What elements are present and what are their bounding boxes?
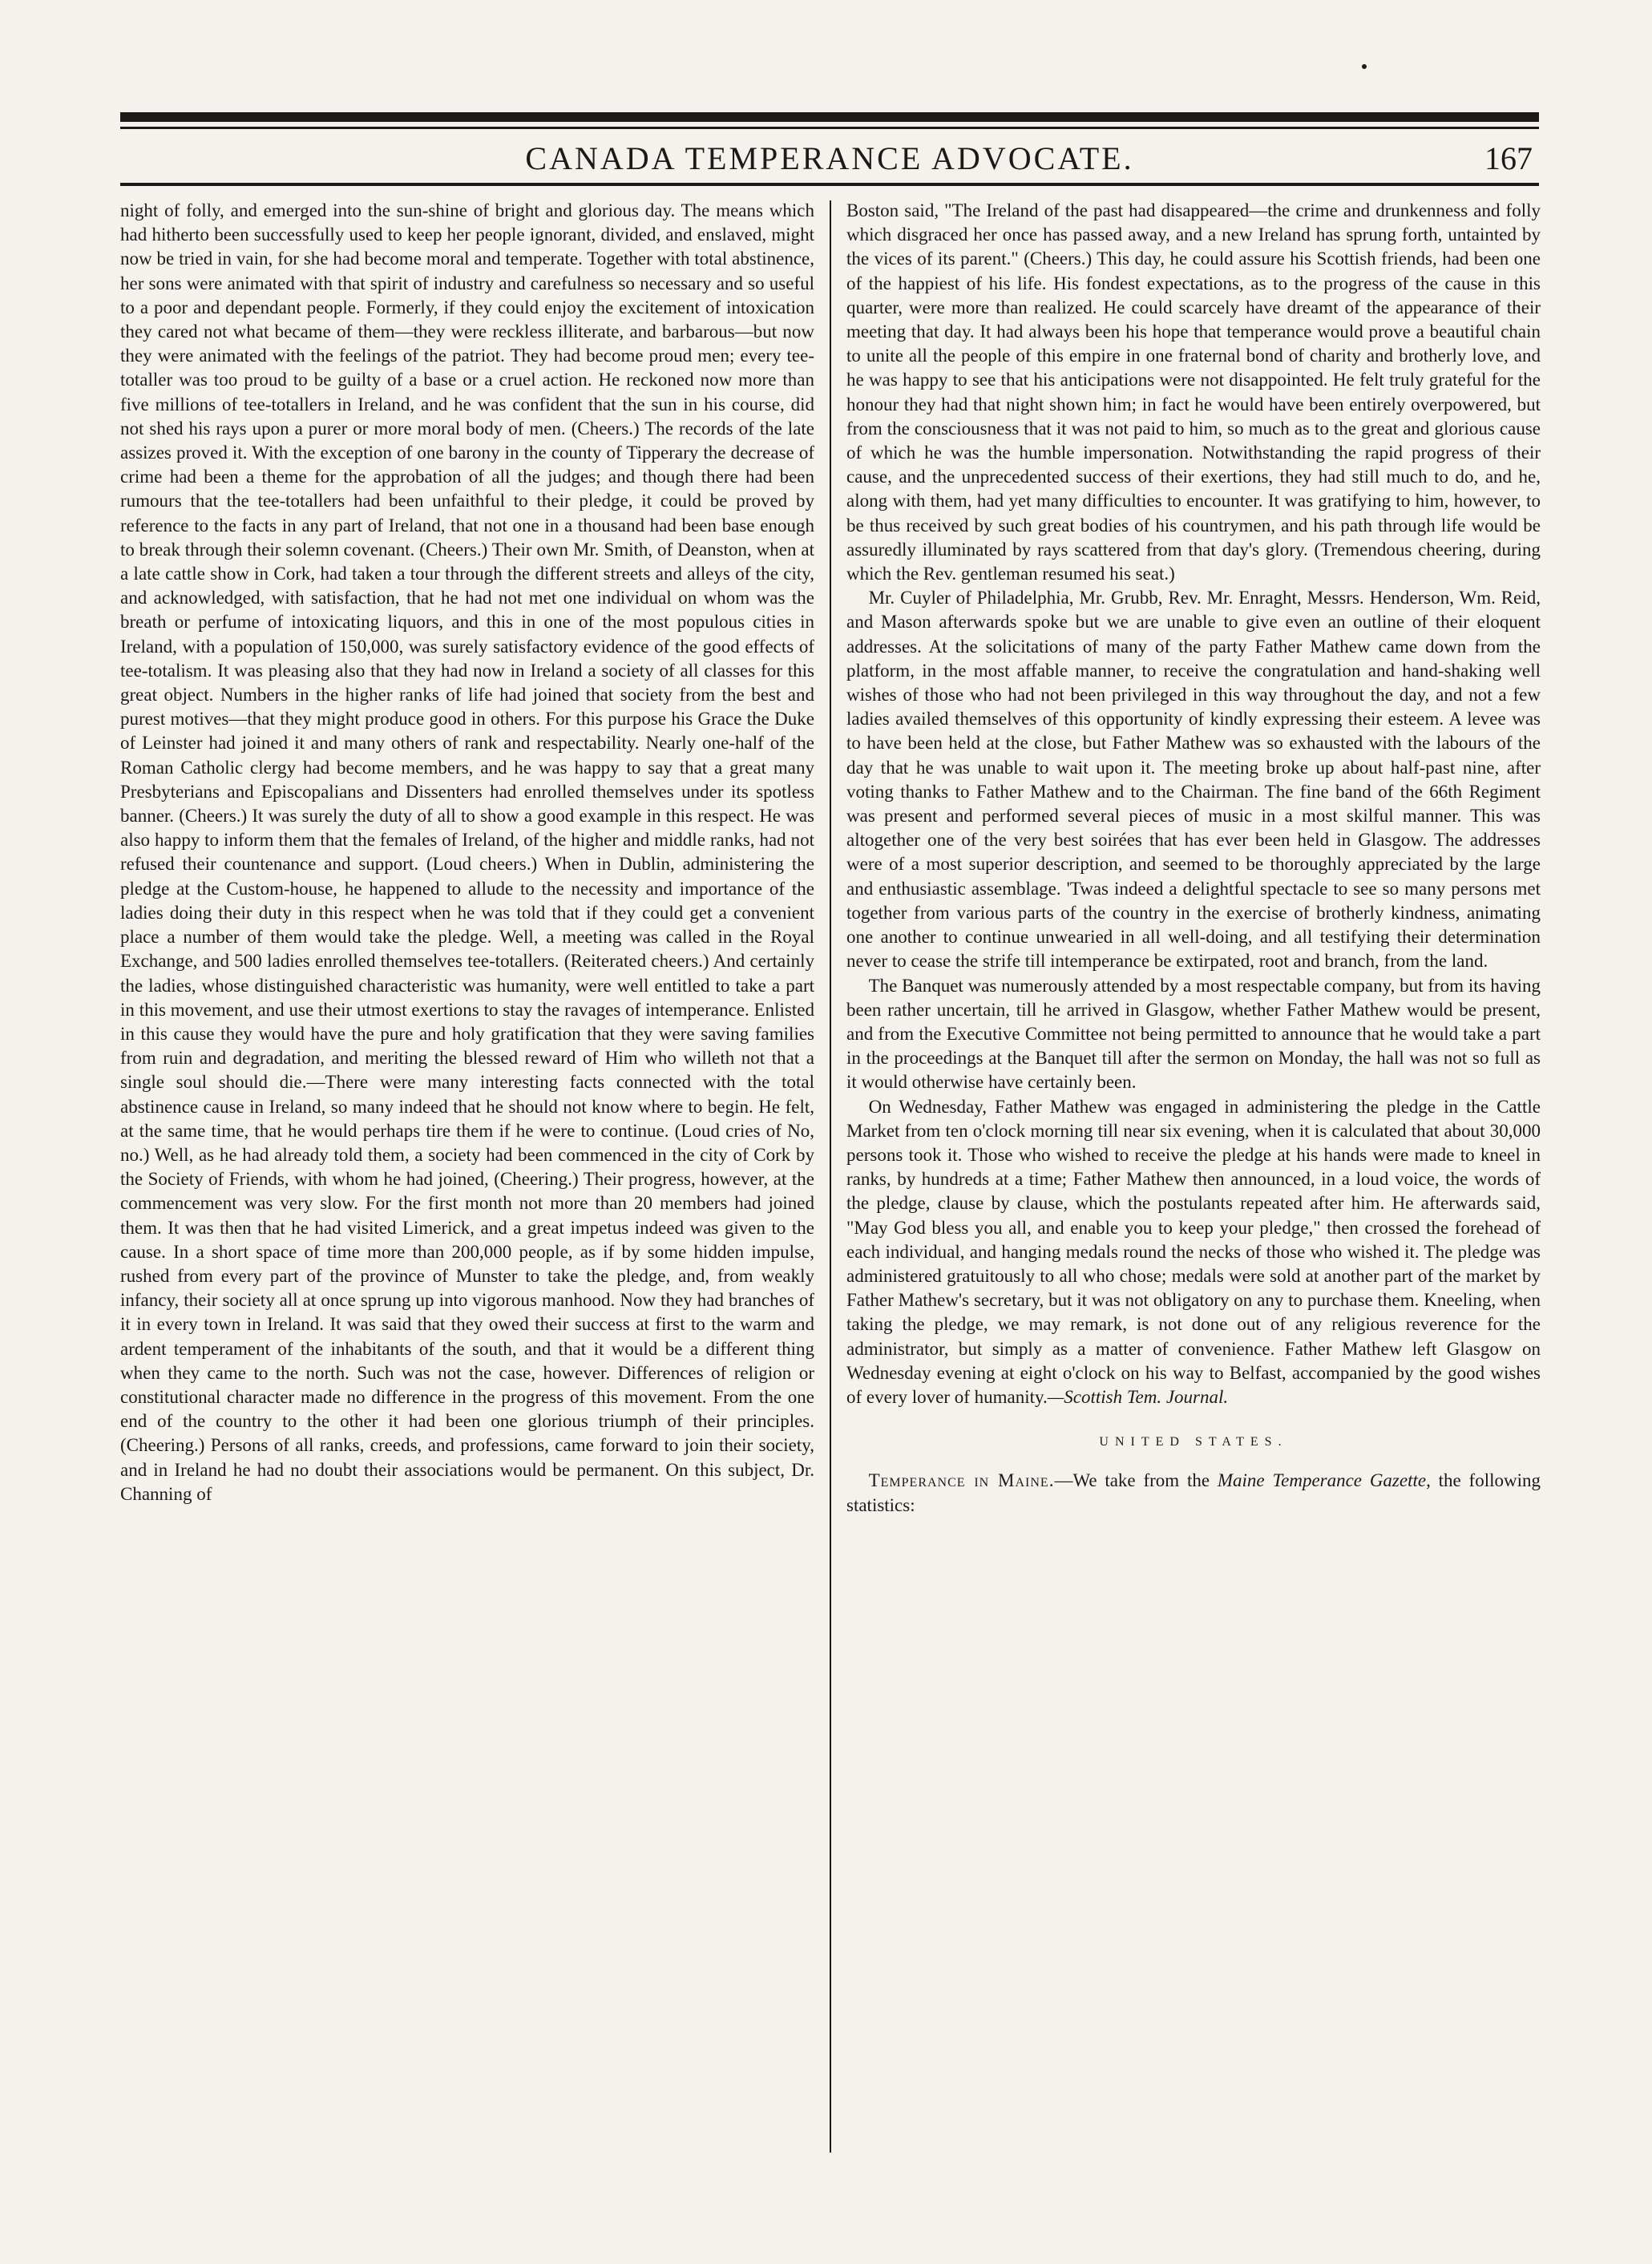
- column-divider: [830, 200, 831, 2153]
- section-heading: UNITED STATES.: [1099, 1435, 1288, 1449]
- page-title: CANADA TEMPERANCE ADVOCATE.: [525, 140, 1134, 176]
- right-paragraph-3: The Banquet was numerously attended by a most respectable company, but from its having been rather uncertain, till he arrived in Glasgow, whether Father Mathew would be present, and from the Executive Committee not being permitted to announce that he would take a part in the proceedings at the Banquet till after the sermon on Monday, the hall was not so full as it would otherwise have certainly been.: [846, 975, 1541, 1093]
- final-text: —We take from the: [1054, 1470, 1210, 1491]
- header-rule-thick: [120, 112, 1539, 122]
- left-column: [120, 199, 814, 2179]
- right-column: [846, 199, 1541, 2179]
- right-paragraph-2: Mr. Cuyler of Philadelphia, Mr. Grubb, Rev. Mr. Enraght, Messrs. Henderson, Wm. Reid, and Mason afterwards spoke but we are unable to give even an outline of their eloquent addresses. At the solicitations of many of the party Father Mathew came down from the platform, in the most affable manner, to receive the congratulation and hand-shaking well wishes of those who had not been privileged in this way throughout the day, and not a few ladies availed themselves of this opportunity of kindly expressing their esteem. A levee was to have been held at the close, but Father Mathew was so exhausted with the labours of the day that he was unable to wait upon it. The meeting broke up about half-past nine, after voting thanks to Father Mathew and to the Chairman. The fine band of the 66th Regiment was present and performed several pieces of music in a most skilful manner. This was altogether one of the very best soirées that has ever been held in Glasgow. The addresses were of a most superior description, and seemed to be thoroughly appreciated by the large and enthusiastic assemblage. 'Twas indeed a delightful spectacle to see so many persons met together from various parts of the country in the exercise of brotherly kindness, animating one another to continue unwearied in all well-doing, and all testifying their determination never to cease the strife till intemperance be extirpated, root and branch, from the land.: [846, 588, 1541, 972]
- page-header: [120, 133, 1539, 183]
- left-column-text: night of folly, and emerged into the sun-shine of bright and glorious day. The means which had hitherto been successfully used to keep her people ignorant, divided, and enslaved, might now be tried in vain, for she had become moral and temperate. Together with total abstinence, her sons were animated with that spirit of industry and carefulness so necessary and so useful to a poor and dependant people. Formerly, if they could enjoy the excitement of intoxication they cared not what became of them—they were reckless illiterate, and barbarous—but now they were animated with the feelings of the patriot. They had become proud men; every tee-totaller was too proud to be guilty of a base or a cruel action. He reckoned now more than five millions of tee-totallers in Ireland, and he was confident that the sun in his course, did not shed his rays upon a purer or more moral body of men. (Cheers.) The records of the late assizes proved it. With the exception of one barony in the county of Tipperary the decrease of crime had been a theme for the approbation of all the judges; and though there had been rumours that the tee-totallers had been unfaithful to their pledge, it could be proved by reference to the facts in any part of Ireland, that not one in a thousand had been base enough to break through their solemn covenant. (Cheers.) Their own Mr. Smith, of Deanston, when at a late cattle show in Cork, had taken a tour through the different streets and alleys of the city, and acknowledged, with satisfaction, that he had not met one individual on whom was the breath or perfume of intoxicating liquors, and this in one of the most populous cities in Ireland, with a population of 150,000, was surely satisfactory evidence of the good effects of tee-totalism. It was pleasing also that they had now in Ireland a society of all classes for this great object. Numbers in the higher ranks of life had joined that society from the best and purest motives—that they might produce good in others. For this purpose his Grace the Duke of Leinster had joined it and many others of rank and respectability. Nearly one-half of the Roman Catholic clergy had become members, and he was happy to say that a great many Presbyterians and Episcopalians and Dissenters had enrolled themselves under its spotless banner. (Cheers.) It was surely the duty of all to show a good example in this respect. He was also happy to inform them that the females of Ireland, of the higher and middle ranks, had not refused their countenance and support. (Loud cheers.) When in Dublin, administering the pledge at the Custom-house, he happened to allude to the necessity and importance of the ladies doing their duty in this respect when he was told that if they could get a convenient place a number of them would take the pledge. Well, a meeting was called in the Royal Exchange, and 500 ladies enrolled themselves tee-totallers. (Reiterated cheers.) And certainly the ladies, whose distinguished characteristic was humanity, were well entitled to take a part in this movement, and use their utmost exertions to stay the ravages of intemperance. Enlisted in this cause they would have the pure and holy gratification that they were saving families from ruin and degradation, and meriting the blessed reward of Him who willeth not that a single soul should die.—There were many interesting facts connected with the total abstinence cause in Ireland, so many indeed that he should not know where to begin. He felt, at the same time, that he would perhaps tire them if he were to continue. (Loud cries of No, no.) Well, as he had already told them, a society had been commenced in the city of Cork by the Society of Friends, with whom he had joined, (Cheering.) Their progress, however, at the commencement was very slow. For the first month not more than 20 members had joined them. It was then that he had visited Limerick, and a great impetus indeed was given to the cause. In a short space of time more than 200,000 people, as if by some hidden impulse, rushed from every part of the province of Munster to take the pledge, and, from weakly infancy, their society all at once sprung up into vigorous manhood. Now they had branches of it in every town in Ireland. It was said that they owed their success at first to the warm and ardent temperament of the inhabitants of the south, and that it would be a different thing when they came to the north. Such was not the case, however. Differences of religion or constitutional character made no difference in the progress of this movement. From the one end of the country to the other it had been one glorious triumph of their principles. (Cheering.) Persons of all ranks, creeds, and professions, came forward to join their society, and in Ireland he had no doubt their associations would be permanent. On this subject, Dr. Channing of: [120, 200, 814, 1504]
- final-lead: Temperance in Maine.: [868, 1470, 1055, 1491]
- final-source: Maine Temperance Gazette,: [1217, 1470, 1431, 1491]
- page-number: 167: [1484, 140, 1533, 176]
- right-paragraph-4-text: On Wednesday, Father Mathew was engaged in administering the pledge in the Cattle Market from ten o'clock morning till near six evening, when it is calculated that about 30,000 persons took it. Those who wished to receive the pledge at his hands were made to kneel in ranks, by hundreds at a time; Father Mathew then announced, in a loud voice, the words of the pledge, clause by clause, which the postulants repeated after him. He afterwards said, "May God bless you all, and enable you to keep your pledge," then crossed the forehead of each individual, and hanging medals round the necks of those who wished it. The pledge was administered gratuitously to all who chose; medals were sold at another part of the market by Father Mathew's secretary, but it was not obligatory on any to purchase them. Kneeling, when taking the pledge, we may remark, is not done out of any religious reverence for the administrator, but simply as a matter of convenience. Father Mathew left Glasgow on Wednesday evening at eight o'clock on his way to Belfast, accompanied by the good wishes of every lover of humanity.: [846, 1096, 1541, 1407]
- header-rule-under: [120, 183, 1539, 186]
- right-paragraph-4: [846, 1095, 1541, 1410]
- right-paragraph-1: Boston said, "The Ireland of the past had disappeared—the crime and drunkenness and folly which disgraced her once has passed away, and a new Ireland has sprung forth, untainted by the vices of its parent." (Cheers.) This day, he could assure his Scottish friends, had been one of the happiest of his life. His fondest expectations, as to the progress of the cause in this quarter, were more than realized. He could scarcely have dreamt of the appearance of their meeting that day. It had always been his hope that temperance would prove a beautiful chain to unite all the people of this empire in one fraternal bond of charity and brotherly love, and he was happy to see that his anticipations were not disappointed. He felt truly grateful for the honour they had that night shown him; in fact he would have been entirely overpowered, but from the consciousness that it was not paid to him, so much as to the great and glorious cause of which he was the humble impersonation. Notwithstanding the rapid progress of their cause, and the unprecedented success of their exertions, they had still much to do, and he, along with them, had yet many difficulties to encounter. It was gratifying to him, however, to be thus received by such great bodies of his countrymen, and his path through life would be assuredly illuminated by rays scattered from that day's glory. (Tremendous cheering, during which the Rev. gentleman resumed his seat.): [846, 200, 1541, 584]
- final-paragraph: [846, 1469, 1541, 1517]
- margin-mark: [1362, 64, 1367, 69]
- header-rule-thin: [120, 127, 1539, 129]
- final-tail: the following statistics:: [846, 1470, 1541, 1515]
- source-credit: —Scottish Tem. Journal.: [1047, 1386, 1229, 1407]
